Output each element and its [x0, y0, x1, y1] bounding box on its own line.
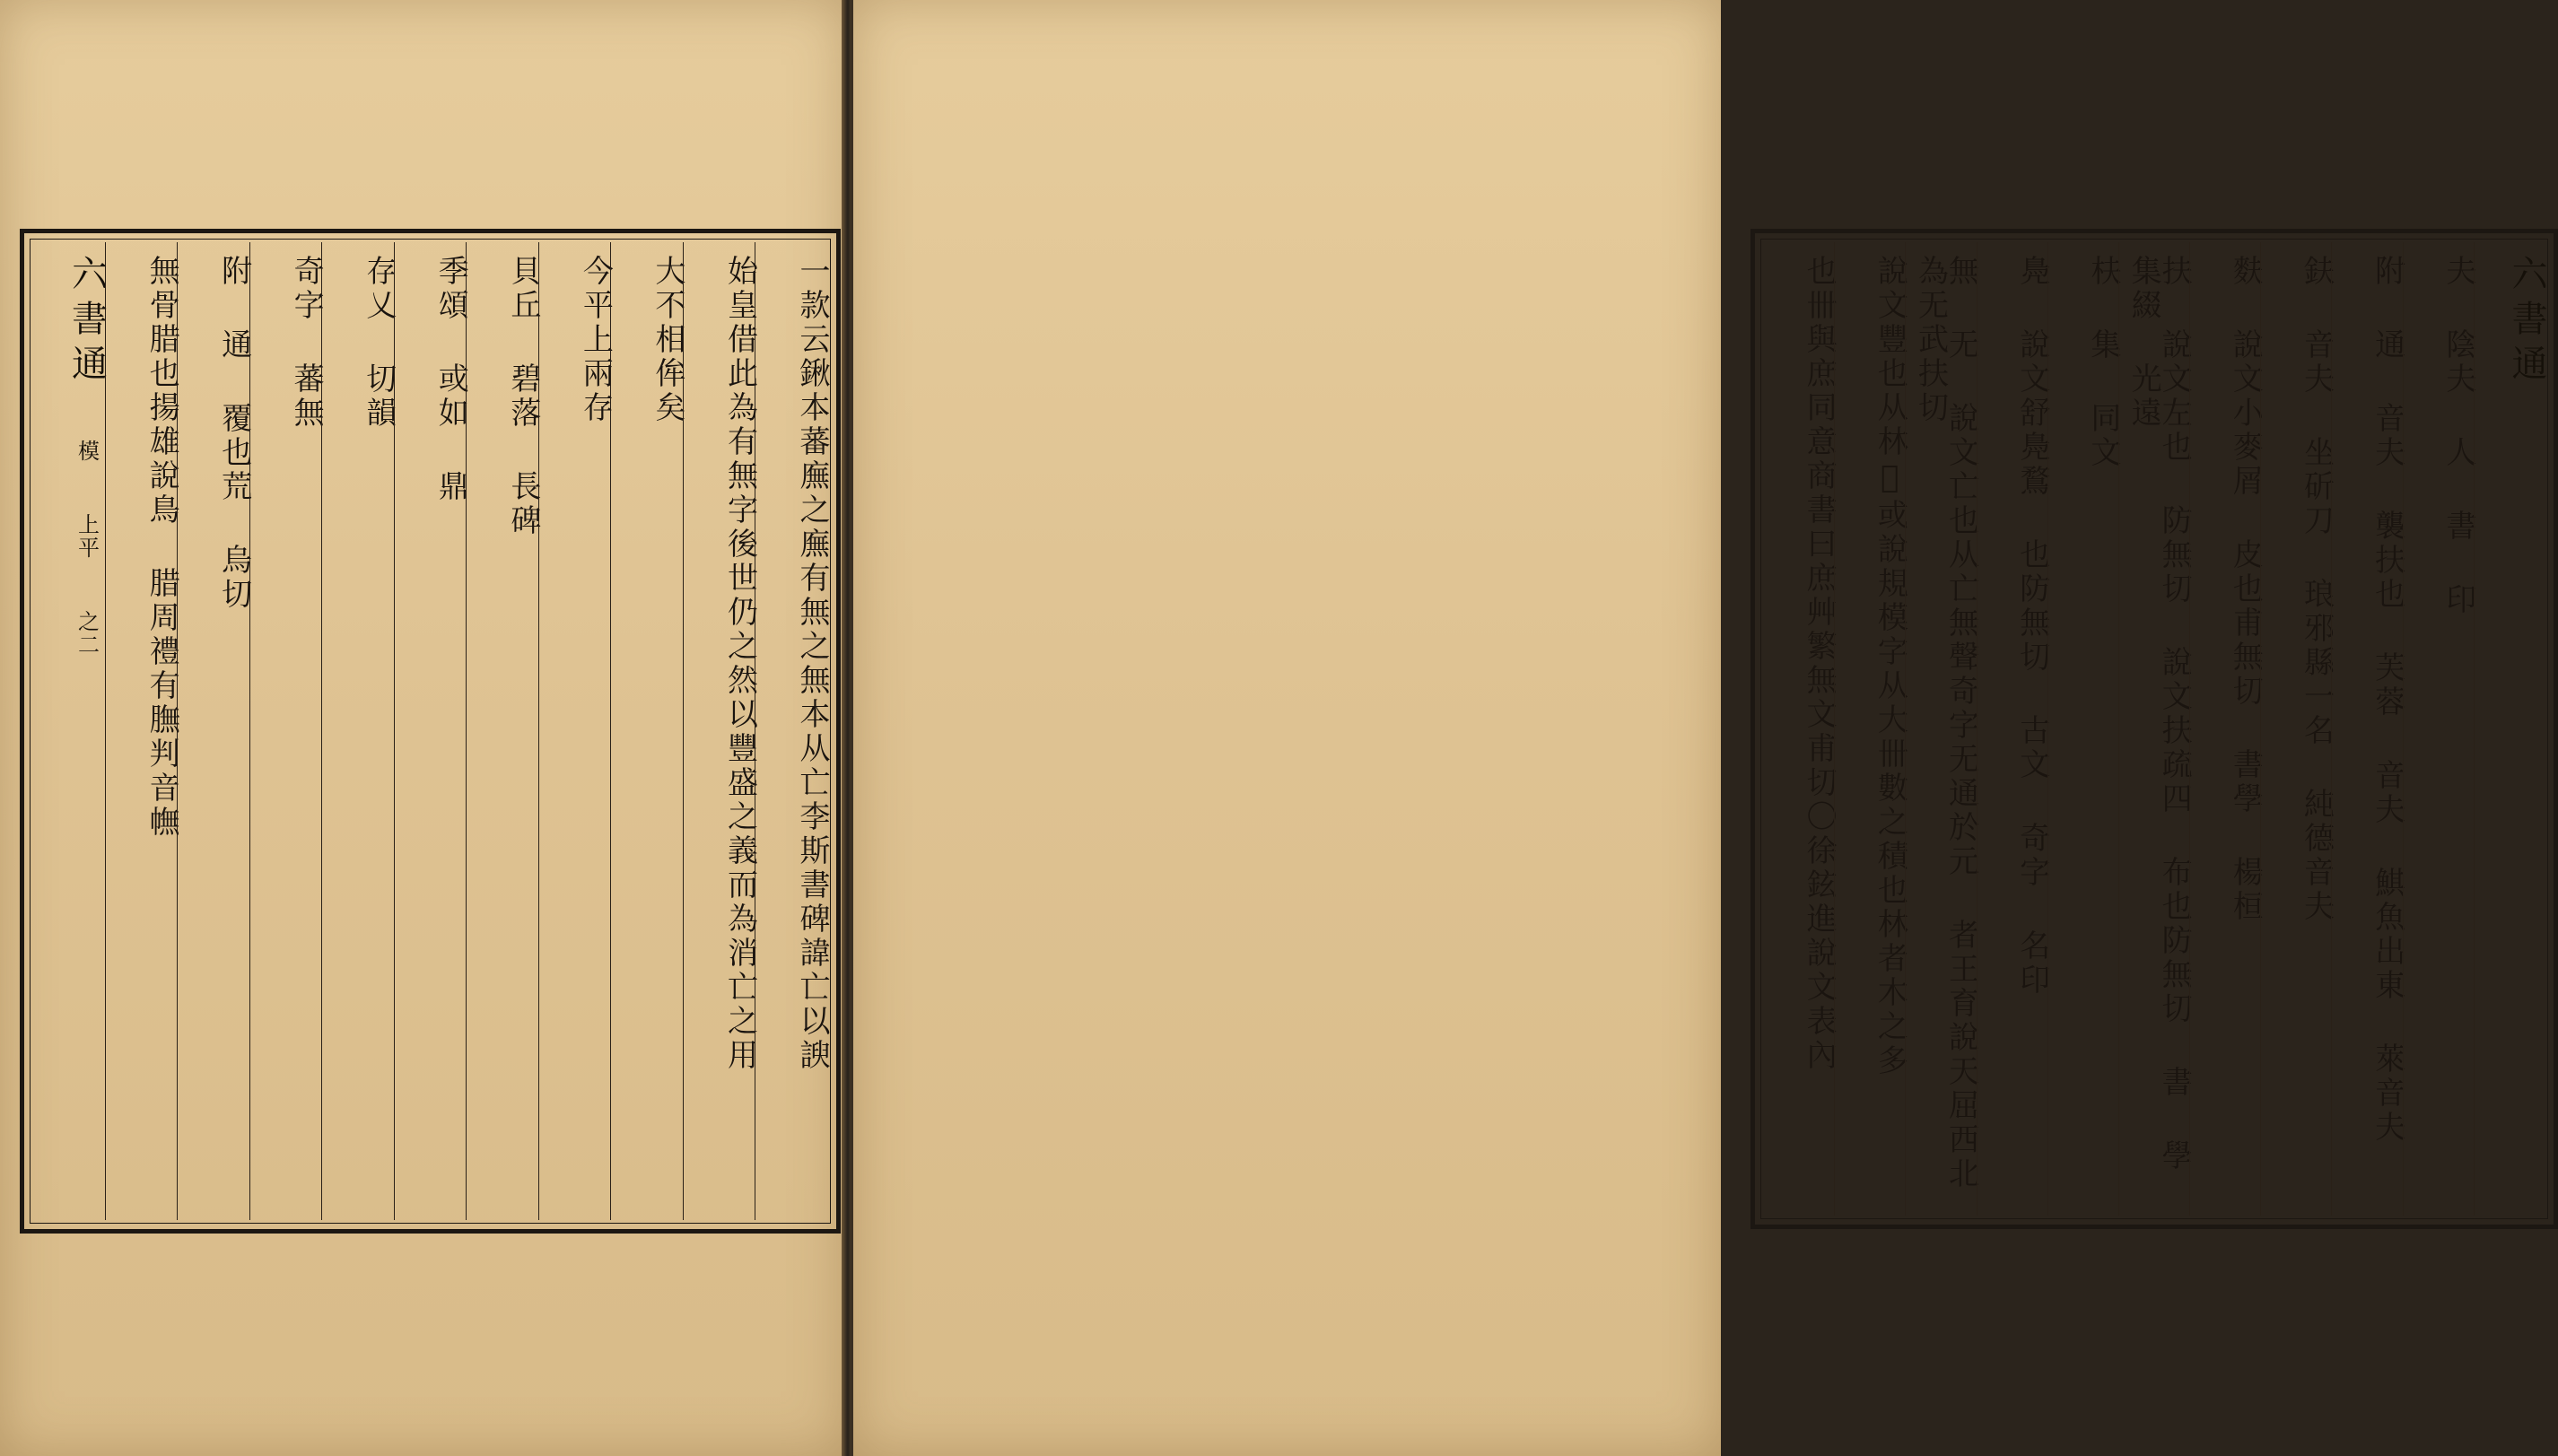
margin-title-column: [2474, 242, 2545, 1216]
text-column: 存乂 切韻: [321, 242, 394, 1220]
text-column: 附 通 覆也荒 烏切: [177, 242, 249, 1220]
margin-title: 六書通: [2506, 255, 2547, 389]
text-column: 扶 說文左也 防無切 說文扶疏四 布也防無切 書 學 集綴 光遠: [2118, 242, 2189, 1216]
left-page: [0, 0, 848, 1456]
left-page-frame: [20, 229, 841, 1234]
margin-page: 之二: [74, 610, 100, 657]
text-column: 奇字 蕃無: [249, 242, 322, 1220]
text-column: 附 通 音夫 襲扶也 芙蓉 音夫 鯕魚出東 萊音夫: [2331, 242, 2402, 1216]
margin-section: 模: [74, 440, 100, 463]
text-column: 大不相侔矣: [610, 242, 683, 1220]
text-column: 鈇 音夫 坐斫刀 琅邪縣一名 純德音夫: [2260, 242, 2331, 1216]
left-page-columns: [33, 242, 830, 1220]
text-column: 一款云鍬本蕃廡之廡有無之無本从亡李斯書碑諱亡以諛: [755, 242, 827, 1220]
right-page: [851, 0, 2547, 1456]
text-column: 枎 集 同文: [2047, 242, 2118, 1216]
margin-title-column: [33, 242, 108, 1220]
text-column: 也卌與庶同意商書曰庶艸繁無文甫切〇徐鉉進說文表內: [1801, 255, 1838, 1073]
text-column: 無 无 說文亡也从亡無聲奇字无通於元 者王育說天屈西北為无武扶切: [1905, 242, 1976, 1216]
text-column: 今平上兩存: [538, 242, 611, 1220]
text-column: 鳧 說文舒鳧鶩 也防無切 古文 奇字 名印: [1977, 242, 2047, 1216]
margin-title: 六書通: [65, 255, 108, 389]
right-page-columns: [1764, 242, 2545, 1216]
text-column: 無骨腊也揚雄說鳥 腊周禮有膴判音幠: [105, 242, 178, 1220]
margin-tone: 上平: [74, 513, 100, 560]
right-page-frame: [1750, 229, 2558, 1229]
text-column: 季頌 或如 鼎: [394, 242, 467, 1220]
text-column: 貝丘 碧落 長碑: [466, 242, 538, 1220]
text-column: 麩 說文小麥屑 皮也甫無切 書學 楊桓: [2189, 242, 2260, 1216]
text-column: 始皇借此為有無字後世仍之然以豐盛之義而為消亡之用: [683, 242, 755, 1220]
text-column: 夫 陰夫 人 書 印: [2403, 242, 2474, 1216]
text-column: 說文豐也从林𣞤或說規模字从大卌數之積也林者木之多: [1834, 242, 1905, 1216]
